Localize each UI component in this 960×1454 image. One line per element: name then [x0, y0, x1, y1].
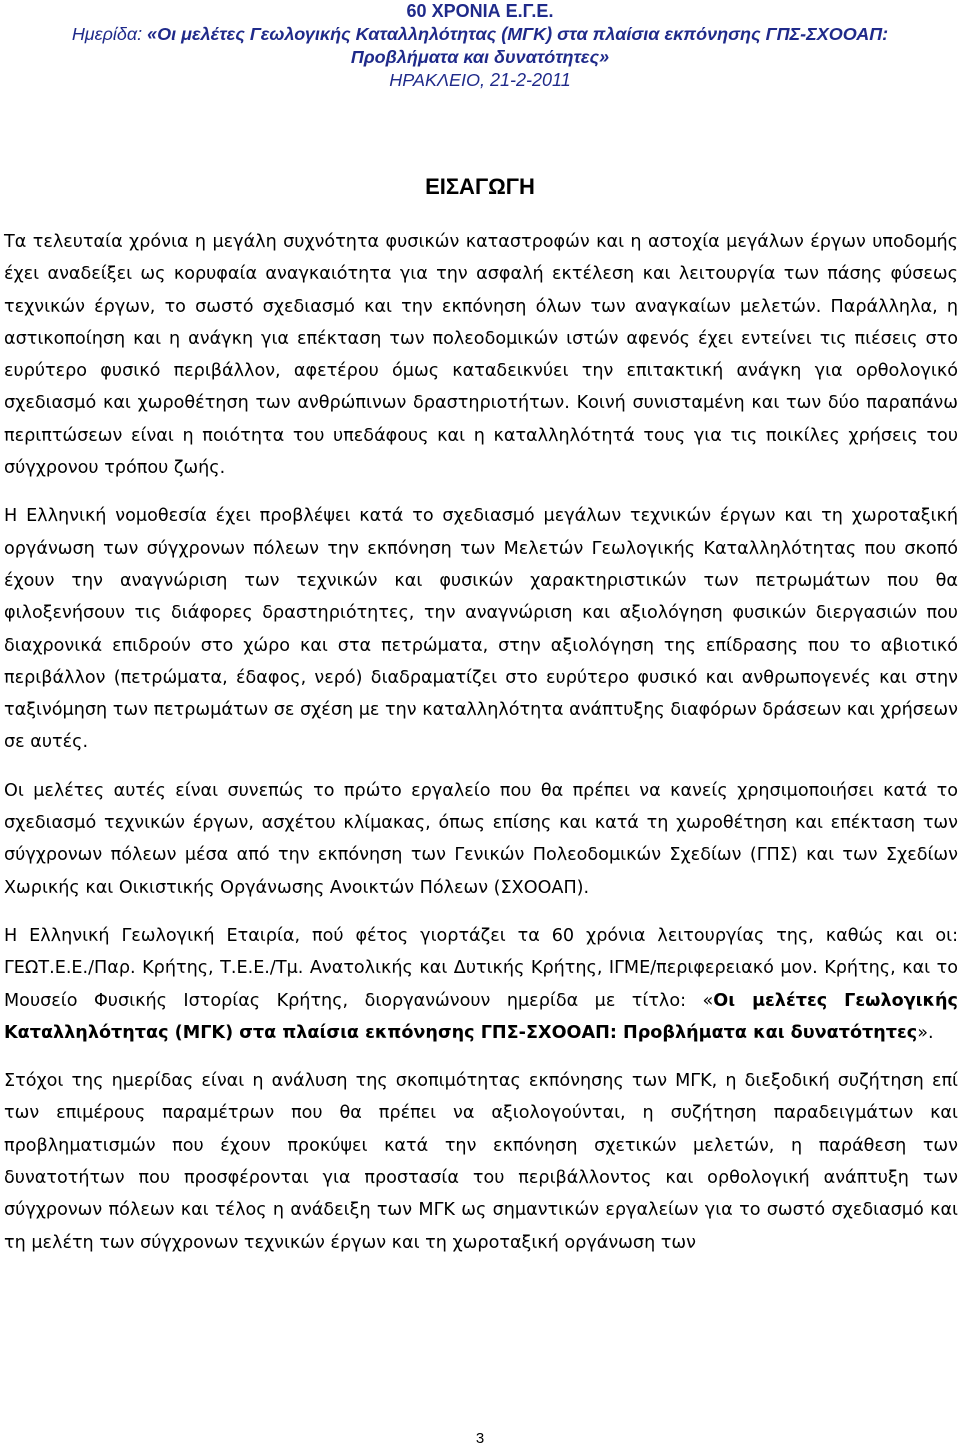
paragraph-2: Η Ελληνική νομοθεσία έχει προβλέψει κατά το σχεδιασμό μεγάλων τεχνικών έργων και τη χωροταξική οργάνωση των σύγχρονων πόλεων την εκπόνηση των Μελετών Γεωλογικής Καταλληλότητας που σκοπό έχουν την αναγνώριση των τεχνικών και φυσικών χαρακτηριστικών των πετρωμάτων που θα φιλοξενήσουν τις διάφορες δραστηριότητες, την αναγνώριση και αξιολόγηση φυσικών διεργασιών που διαχρονικά επιδρούν στο χώρο και στα πετρώματα, στην αξιολόγηση της επίδρασης που το αβιοτικό περιβάλλον (πετρώματα, έδαφος, νερό) διαδραματίζει στο ευρύτερο φυσικό και ανθρωπογενές και στην ταξινόμηση των πετρωμάτων σε σχέση με την καταλληλότητα ανάπτυξης διαφόρων δράσεων και χρήσεων σε αυτές. — [4, 506, 958, 753]
paragraph-4-text: Η Ελληνική Γεωλογική Εταιρία, πού φέτος γιορτάζει τα 60 χρόνια λειτουργίας της, καθώς και οι: ΓΕΩΤ.Ε.Ε./Παρ. Κρήτης, Τ.Ε.Ε./Τμ. Ανατολικής και Δυτικής Κρήτης, ΙΓΜΕ/περιφερειακό μον. Κρήτης, και το Μουσείο Φυσικής Ιστορίας Κρήτης, διοργανώνουν ημερίδα με τίτλο: « — [4, 925, 958, 1011]
paragraph-4 — [4, 920, 958, 1049]
page-number: 3 — [475, 1430, 485, 1447]
header-anniversary: 60 ΧΡΟΝΙΑ Ε.Γ.Ε. — [406, 1, 554, 21]
header-event-title — [0, 23, 960, 46]
paragraph-1: Τα τελευταία χρόνια η μεγάλη συχνότητα φυσικών καταστροφών και η αστοχία μεγάλων έργων υποδομής έχει αναδείξει ως κορυφαία αναγκαιότητα για την ασφαλή εκτέλεση και λειτουργία των πάσης φύσεως τεχνικών έργων, το σωστό σχεδιασμό και την εκπόνηση όλων των αναγκαίων μελετών. Παράλληλα, η αστικοποίηση και η ανάγκη για επέκταση των πολεοδομικών ιστών αφενός έχει εντείνει τις πιέσεις στο ευρύτερο φυσικό περιβάλλον, αφετέρου όμως καταδεικνύει την επιτακτική ανάγκη για ορθολογικό σχεδιασμό και χωροθέτηση των ανθρώπινων δραστηριοτήτων. Κοινή συνισταμένη και των δύο παραπάνω περιπτώσεων είναι η ποιότητα του υπεδάφους και η καταλληλότητά τους για τις ποικίλες χρήσεις του σύγχρονου τρόπου ζωής. — [4, 232, 958, 479]
paragraph-4-event-title: Οι μελέτες Γεωλογικής Καταλληλότητας (ΜΓΚ) στα πλαίσια εκπόνησης ΓΠΣ-ΣΧΟΟΑΠ: Προβλήματα και δυνατότητες — [4, 990, 958, 1043]
paragraph-3: Οι μελέτες αυτές είναι συνεπώς το πρώτο εργαλείο που θα πρέπει να κανείς χρησιμοποιήσει κατά το σχεδιασμό τεχνικών έργων, ασχέτου κλίμακας, όπως επίσης και κατά τη χωροθέτηση και επέκταση των σύγχρονων πόλεων μέσα από την εκπόνηση των Γενικών Πολεοδομικών Σχεδίων (ΓΠΣ) και των Σχεδίων Χωρικής και Οικιστικής Οργάνωσης Ανοικτών Πόλεων (ΣΧΟΟΑΠ). — [4, 780, 958, 898]
document-body — [4, 226, 958, 1275]
header-event-name: «Οι μελέτες Γεωλογικής Καταλληλότητας (ΜΓΚ) στα πλαίσια εκπόνησης ΓΠΣ-ΣΧΟΟΑΠ: — [147, 24, 889, 44]
header-event-prefix: Ημερίδα: — [71, 24, 148, 44]
header-event-subtitle: Προβλήματα και δυνατότητες» — [350, 47, 610, 67]
page-header — [0, 0, 960, 92]
header-place-date: ΗΡΑΚΛΕΙΟ, 21-2-2011 — [389, 70, 571, 90]
paragraph-4-end: ». — [917, 1022, 934, 1043]
paragraph-5: Στόχοι της ημερίδας είναι η ανάλυση της σκοπιμότητας εκπόνησης των ΜΓΚ, η διεξοδική συζήτηση επί των επιμέρους παραμέτρων που θα πρέπει να αξιολογούνται, η συζήτηση παραδειγμάτων και προβληματισμών που έχουν προκύψει κατά την εκπόνηση σχετικών μελετών, η παράθεση των δυνατοτήτων που προσφέρονται για προστασία του περιβάλλοντος και ορθολογική ανάπτυξη των σύγχρονων πόλεων και τέλος η ανάδειξη των ΜΓΚ ως σημαντικών εργαλείων για το σωστό σχεδιασμό και τη μελέτη των σύγχρονων τεχνικών έργων και τη χωροταξική οργάνωση των — [4, 1071, 958, 1253]
section-heading: ΕΙΣΑΓΩΓΗ — [425, 174, 535, 199]
